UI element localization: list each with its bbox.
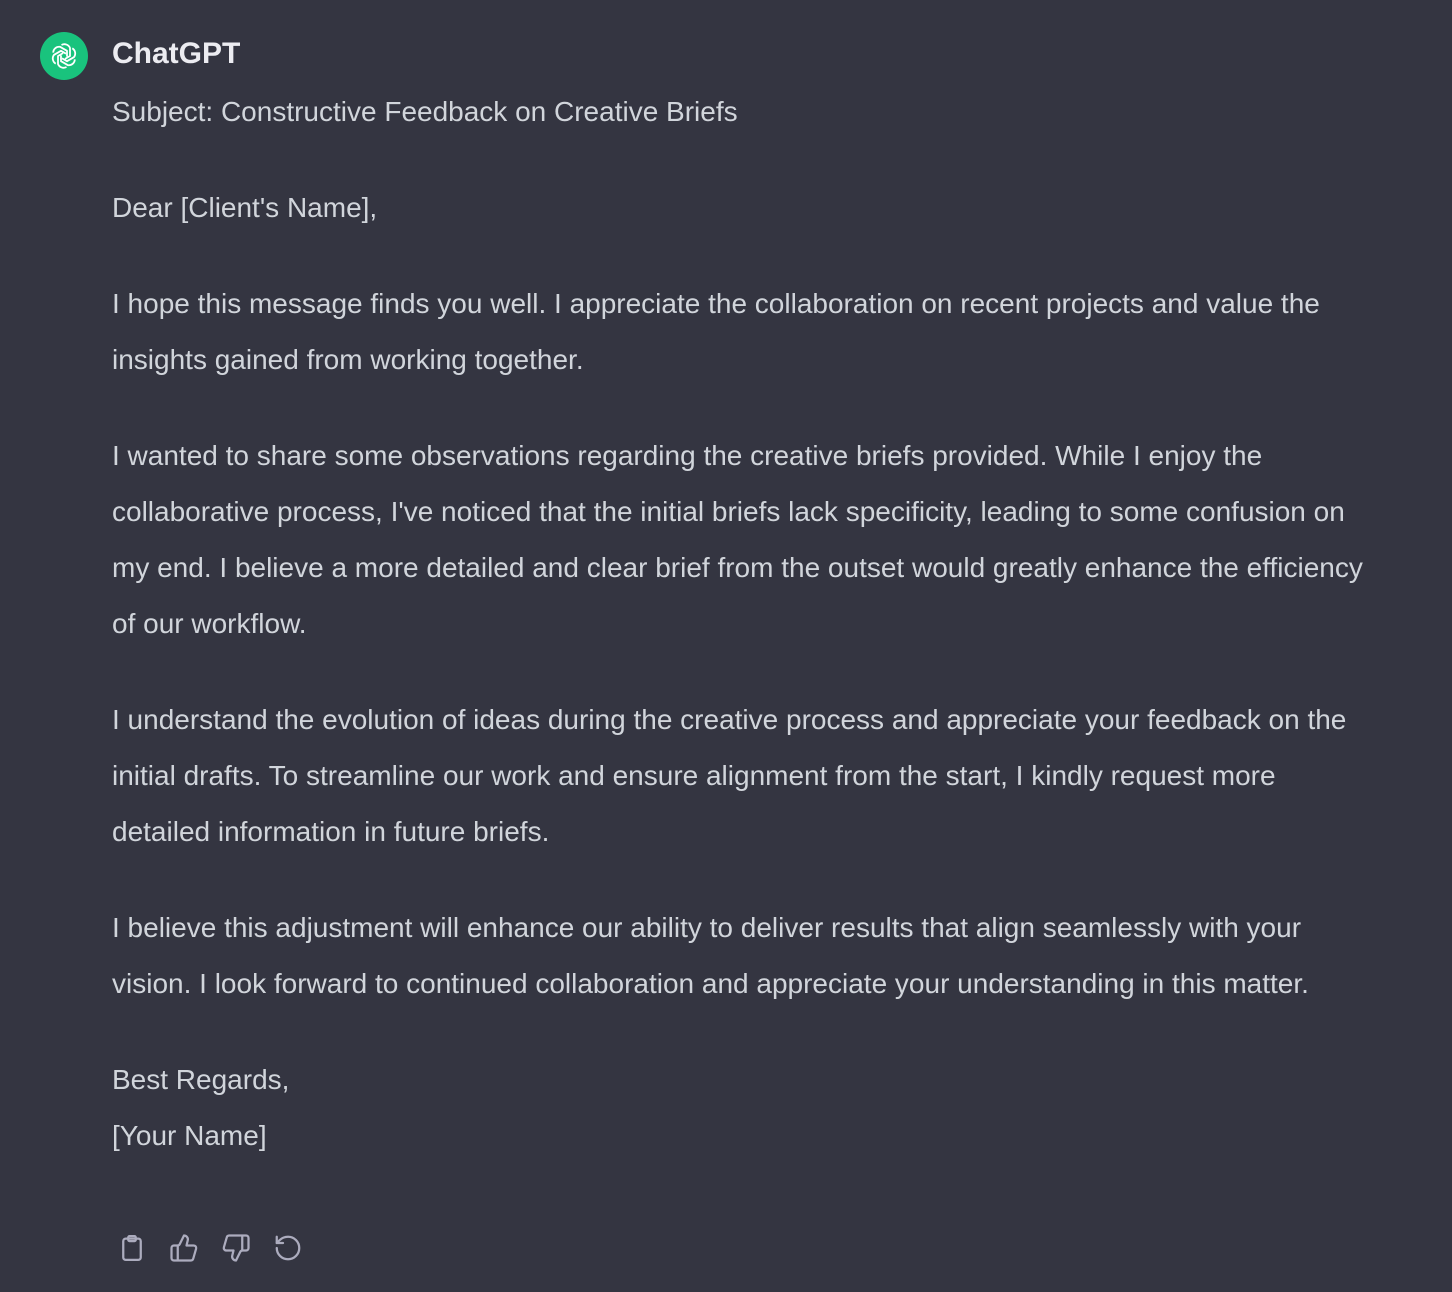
paragraph-observations: I wanted to share some observations regarding the creative briefs provided. While I enjoy the collaborative process, I've noticed that the initial briefs lack specificity, leading to some confusion on my end. I believe a more detailed and clear brief from the outset would greatly enhance the efficiency of our workflow. xyxy=(112,440,1363,639)
thumbs-down-icon xyxy=(221,1233,251,1263)
paragraph-closing: I believe this adjustment will enhance our ability to deliver results that align seamlessly with your vision. I look forward to continued collaboration and appreciate your understanding in this matter. xyxy=(112,912,1309,999)
message-actions xyxy=(112,1228,308,1268)
chatgpt-avatar xyxy=(40,32,88,80)
regenerate-button[interactable] xyxy=(268,1228,308,1268)
thumbs-up-button[interactable] xyxy=(164,1228,204,1268)
signature: [Your Name] xyxy=(112,1120,267,1151)
copy-button[interactable] xyxy=(112,1228,152,1268)
regenerate-icon xyxy=(273,1233,303,1263)
greeting: Dear [Client's Name], xyxy=(112,192,378,223)
subject-line: Subject: Constructive Feedback on Creative Briefs xyxy=(112,96,738,127)
openai-logo-icon xyxy=(48,40,80,72)
signoff-block xyxy=(112,1052,1372,1164)
thumbs-up-icon xyxy=(169,1233,199,1263)
message-body xyxy=(112,84,1372,1164)
paragraph-request: I understand the evolution of ideas during the creative process and appreciate your feedback on the initial drafts. To streamline our work and ensure alignment from the start, I kindly request more detailed information in future briefs. xyxy=(112,704,1347,847)
signoff: Best Regards, xyxy=(112,1064,290,1095)
paragraph-intro: I hope this message finds you well. I appreciate the collaboration on recent projects and value the insights gained from working together. xyxy=(112,288,1320,375)
message-author: ChatGPT xyxy=(112,37,241,70)
clipboard-icon xyxy=(117,1233,147,1263)
thumbs-down-button[interactable] xyxy=(216,1228,256,1268)
